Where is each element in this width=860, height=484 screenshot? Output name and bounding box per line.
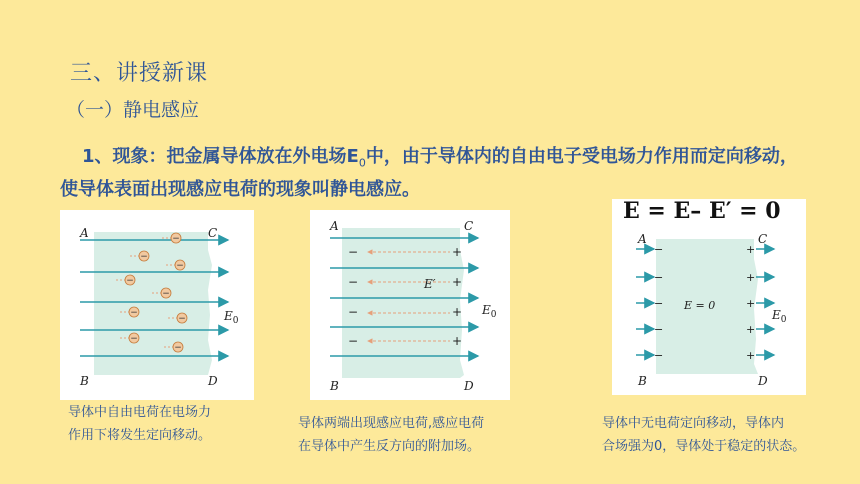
svg-text:−: − [654,297,664,310]
paragraph-text-1: 1、现象：把金属导体放在外电场E [82,146,359,167]
field-label: $E_0$ [772,308,787,325]
svg-text:−: − [348,245,359,259]
svg-text:−: − [126,276,134,286]
svg-text:+: + [452,245,463,259]
svg-text:−: − [130,308,138,318]
svg-text:−: − [174,343,182,353]
svg-text:−: − [654,243,664,256]
induced-field-label: E′ [424,277,436,291]
svg-text:−: − [130,334,138,344]
caption-2 [298,412,484,458]
svg-text:+: + [746,271,756,284]
paragraph-text-2: 中，由于导体内的自由电子受电场力作用而定向移动，使导体表面出现感应电荷的现象叫静电感应。 [60,146,798,200]
label-b: B [80,374,89,388]
svg-text:−: − [162,289,170,299]
label-b: B [638,374,647,388]
svg-text:−: − [178,314,186,324]
caption-1 [68,401,211,447]
svg-text:−: − [348,275,359,289]
svg-text:+: + [452,305,463,319]
label-a: A [80,226,89,240]
svg-text:−: − [654,271,664,284]
svg-text:−: − [176,261,184,271]
subsection-title: （一）静电感应 [66,99,200,121]
phenomenon-paragraph [60,144,800,203]
label-c: C [464,219,474,233]
caption-1-line1: 导体中自由电荷在电场力 [68,405,212,420]
svg-text:+: + [746,349,756,362]
svg-text:−: − [140,252,148,262]
field-label: $E_0$ [224,309,239,326]
diagram-induced-charges [310,210,510,400]
label-d: D [758,374,768,388]
label-c: C [758,232,768,246]
label-a: A [638,232,647,246]
caption-3-line2: 合场强为0，导体处于稳定的状态。 [602,439,806,454]
conductor-body [94,232,212,375]
paragraph-subscript: 0 [358,156,366,170]
label-b: B [330,379,339,393]
svg-text:−: − [348,305,359,319]
caption-3 [602,412,805,458]
field-label: $E_0$ [482,303,497,320]
caption-2-line2: 在导体中产生反方向的附加场。 [298,439,481,454]
label-d: D [464,379,474,393]
label-a: A [330,219,339,233]
svg-text:+: + [746,297,756,310]
section-title: 三、讲授新课 [70,61,209,86]
net-field-formula: E = E– E′ = 0 [623,198,781,224]
caption-1-line2: 作用下将发生定向移动。 [68,428,212,443]
svg-text:−: − [654,349,664,362]
label-d: D [208,374,218,388]
caption-3-line1: 导体中无电荷定向移动，导体内 [602,416,785,431]
svg-text:−: − [172,234,180,244]
caption-2-line1: 导体两端出现感应电荷,感应电荷 [298,416,485,431]
inside-field-label: E = 0 [684,299,716,312]
svg-text:+: + [746,243,756,256]
svg-text:+: + [452,334,463,348]
diagram-equilibrium [612,199,806,395]
svg-text:−: − [348,334,359,348]
svg-text:+: + [452,275,463,289]
svg-text:−: − [654,323,664,336]
svg-text:+: + [746,323,756,336]
label-c: C [208,226,218,240]
diagram-free-electrons [60,210,254,400]
